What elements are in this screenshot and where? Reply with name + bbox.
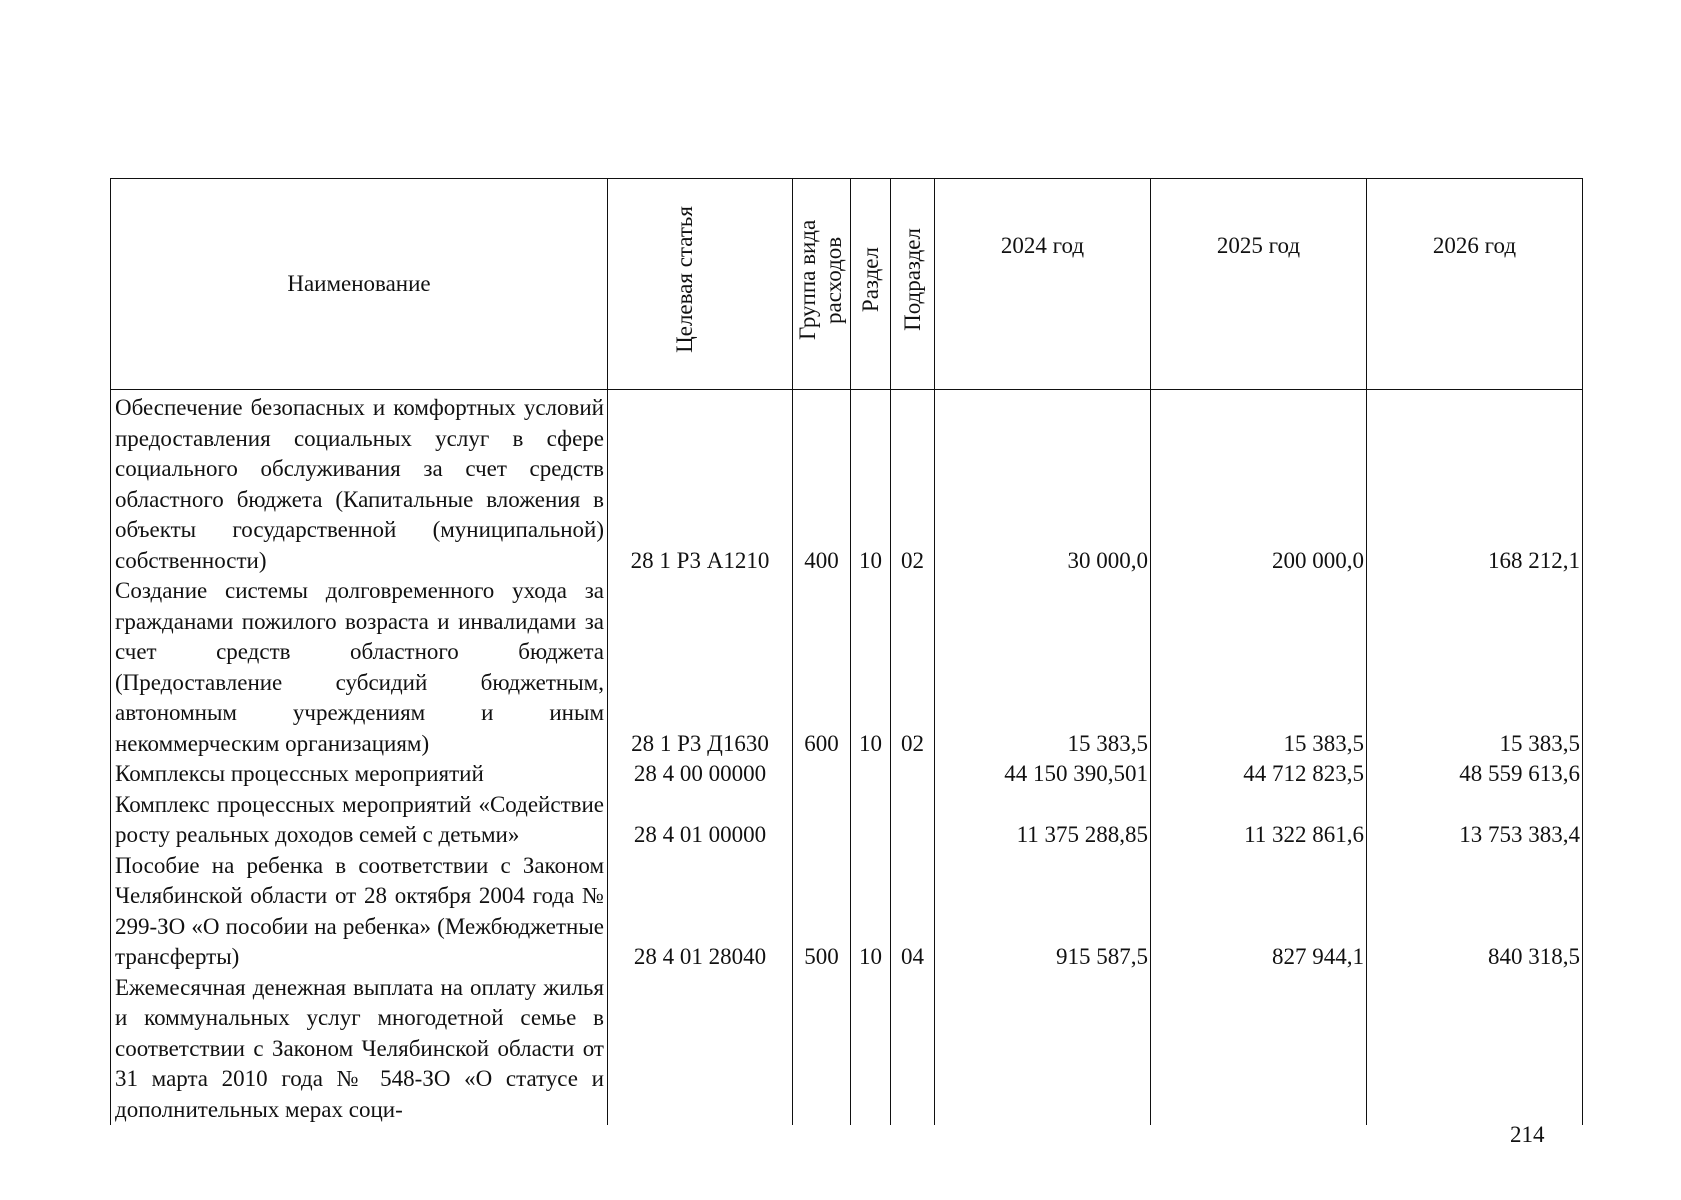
row-target-article: 28 4 01 00000 bbox=[608, 790, 793, 851]
row-expense-group bbox=[793, 973, 851, 1126]
header-subsection: Подраздел bbox=[891, 179, 935, 390]
row-subsection bbox=[891, 759, 935, 790]
row-section: 10 bbox=[851, 576, 891, 759]
page-number: 214 bbox=[1510, 1122, 1545, 1147]
row-amount-2026: 13 753 383,4 bbox=[1367, 790, 1583, 851]
row-section bbox=[851, 973, 891, 1126]
row-expense-group bbox=[793, 790, 851, 851]
row-section: 10 bbox=[851, 851, 891, 973]
row-target-article: 28 4 00 00000 bbox=[608, 759, 793, 790]
header-year-2026: 2026 год bbox=[1367, 179, 1583, 390]
row-subsection: 02 bbox=[891, 576, 935, 759]
row-amount-2024: 915 587,5 bbox=[935, 851, 1151, 973]
row-amount-2026: 15 383,5 bbox=[1367, 576, 1583, 759]
row-target-article: 28 1 Р3 А1210 bbox=[608, 390, 793, 577]
row-amount-2024: 15 383,5 bbox=[935, 576, 1151, 759]
row-amount-2024: 44 150 390,501 bbox=[935, 759, 1151, 790]
table-row bbox=[111, 790, 1583, 851]
row-section bbox=[851, 759, 891, 790]
row-amount-2026 bbox=[1367, 973, 1583, 1126]
table-header-row bbox=[111, 179, 1583, 390]
budget-table bbox=[110, 178, 1583, 1125]
row-amount-2026: 48 559 613,6 bbox=[1367, 759, 1583, 790]
row-subsection: 02 bbox=[891, 390, 935, 577]
row-amount-2025: 11 322 861,6 bbox=[1151, 790, 1367, 851]
row-expense-group: 600 bbox=[793, 576, 851, 759]
header-name: Наименование bbox=[111, 179, 608, 390]
row-amount-2025: 827 944,1 bbox=[1151, 851, 1367, 973]
row-target-article bbox=[608, 973, 793, 1126]
row-name: Обеспечение безопасных и комфортных условий предоставления социальных услуг в сфере социального обслуживания за счет средств областного бюджета (Капитальные вложения в объекты государственной (муниципальной) собственности) bbox=[111, 390, 608, 577]
row-amount-2025: 15 383,5 bbox=[1151, 576, 1367, 759]
table-row bbox=[111, 973, 1583, 1126]
row-amount-2025 bbox=[1151, 973, 1367, 1126]
row-name: Пособие на ребенка в соответствии с Законом Челябинской области от 28 октября 2004 года № 299-ЗО «О пособии на ребенка» (Межбюджетные трансферты) bbox=[111, 851, 608, 973]
header-target-article: Целевая статья bbox=[608, 179, 793, 390]
header-expense-group: Группа вида расходов bbox=[793, 179, 851, 390]
row-subsection bbox=[891, 790, 935, 851]
row-section bbox=[851, 790, 891, 851]
row-amount-2024: 30 000,0 bbox=[935, 390, 1151, 577]
header-year-2024: 2024 год bbox=[935, 179, 1151, 390]
row-amount-2026: 840 318,5 bbox=[1367, 851, 1583, 973]
header-section: Раздел bbox=[851, 179, 891, 390]
row-subsection: 04 bbox=[891, 851, 935, 973]
row-subsection bbox=[891, 973, 935, 1126]
row-target-article: 28 1 Р3 Д1630 bbox=[608, 576, 793, 759]
row-amount-2025: 44 712 823,5 bbox=[1151, 759, 1367, 790]
table-row bbox=[111, 576, 1583, 759]
row-section: 10 bbox=[851, 390, 891, 577]
table-row bbox=[111, 390, 1583, 577]
row-name: Комплексы процессных мероприятий bbox=[111, 759, 608, 790]
row-amount-2026: 168 212,1 bbox=[1367, 390, 1583, 577]
row-amount-2024 bbox=[935, 973, 1151, 1126]
table-row bbox=[111, 759, 1583, 790]
row-name: Комплекс процессных мероприятий «Содействие росту реальных доходов семей с детьми» bbox=[111, 790, 608, 851]
row-name: Ежемесячная денежная выплата на оплату жилья и коммунальных услуг многодетной семье в соответствии с Законом Челябинской области от 31 марта 2010 года № 548-ЗО «О статусе и дополнительных мерах соци- bbox=[111, 973, 608, 1126]
header-year-2025: 2025 год bbox=[1151, 179, 1367, 390]
row-expense-group: 400 bbox=[793, 390, 851, 577]
row-amount-2024: 11 375 288,85 bbox=[935, 790, 1151, 851]
row-target-article: 28 4 01 28040 bbox=[608, 851, 793, 973]
row-name: Создание системы долговременного ухода за гражданами пожилого возраста и инвалидами за счет средств областного бюджета (Предоставление субсидий бюджетным, автономным учреждениям и иным некоммерческим организациям) bbox=[111, 576, 608, 759]
row-expense-group: 500 bbox=[793, 851, 851, 973]
row-amount-2025: 200 000,0 bbox=[1151, 390, 1367, 577]
table-row bbox=[111, 851, 1583, 973]
row-expense-group bbox=[793, 759, 851, 790]
